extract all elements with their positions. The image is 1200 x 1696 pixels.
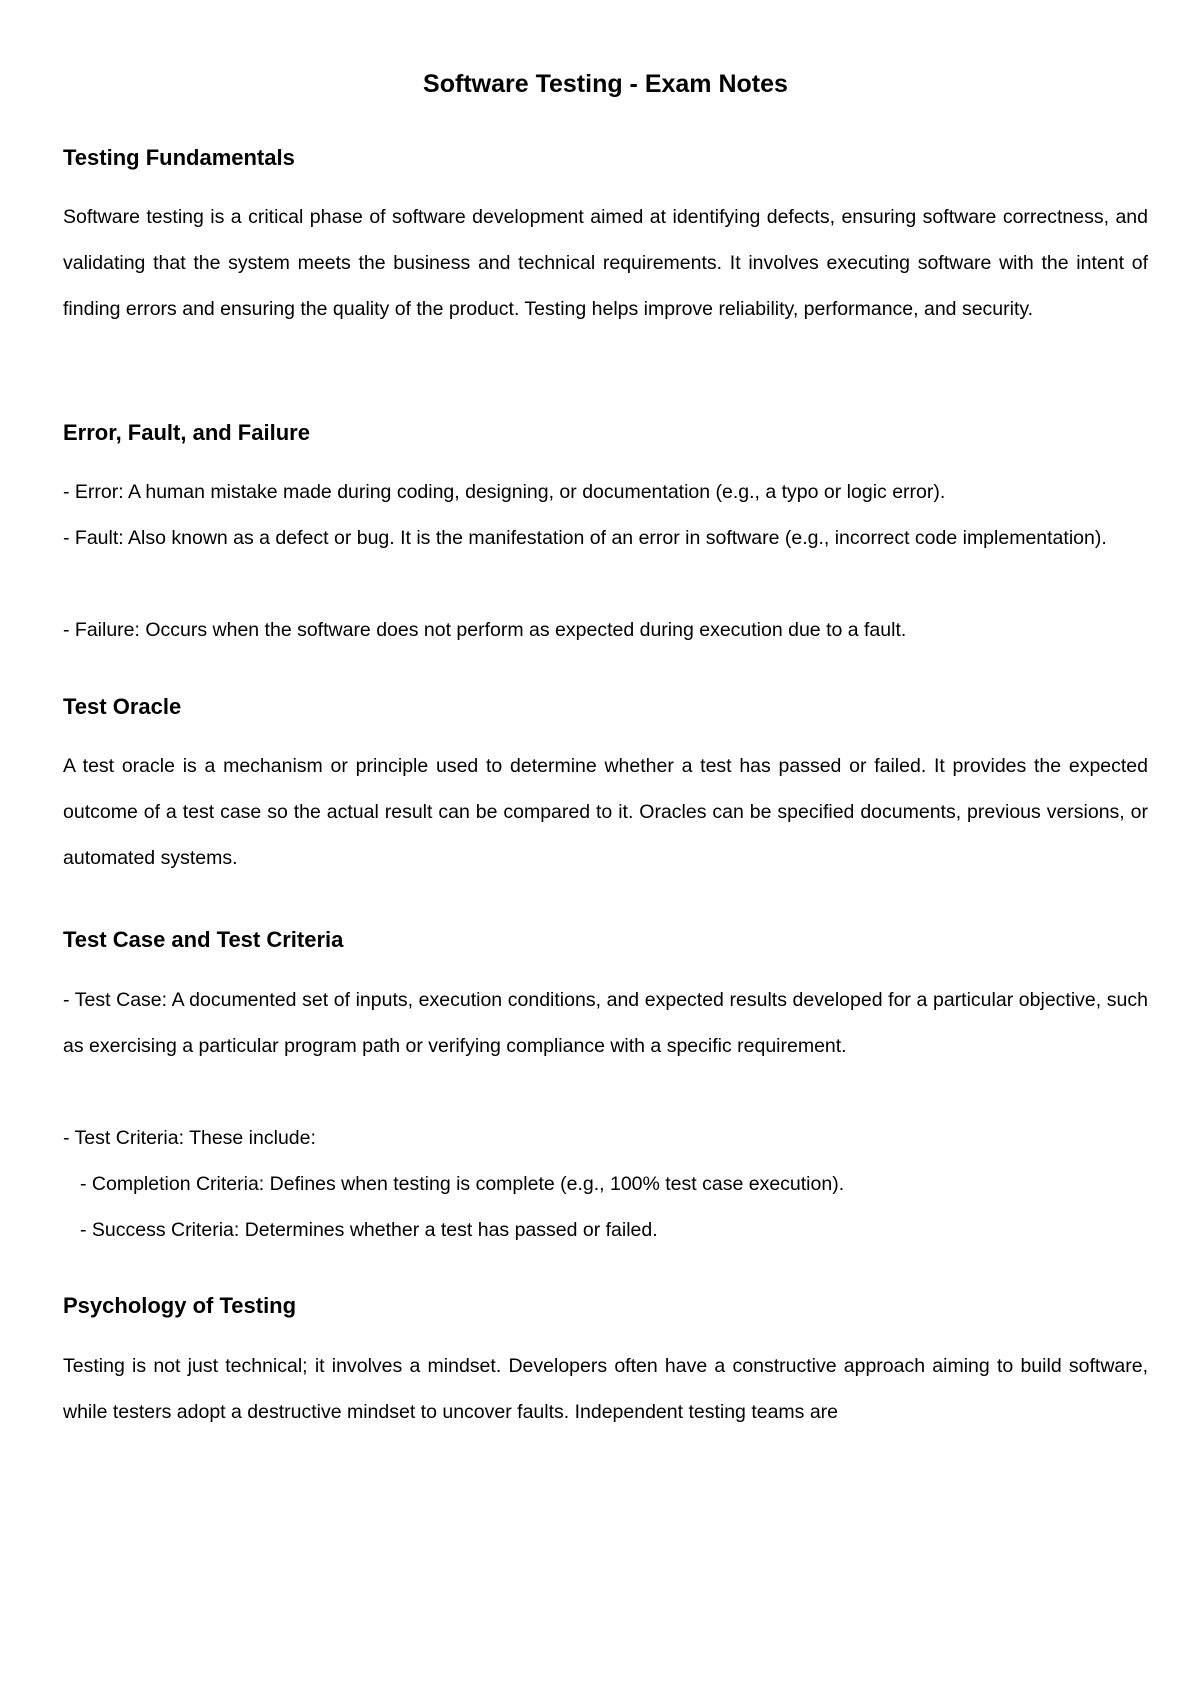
- paragraph-testing-fundamentals: Software testing is a critical phase of software development aimed at identifying defects, ensuring software correctness, and validating that the system meets the business and technical requirements. It involves executing software with the intent of finding errors and ensuring the quality of the product. Testing helps improve reliability, performance, and security.: [63, 206, 1148, 320]
- heading-psychology-of-testing: Psychology of Testing: [63, 1293, 297, 1318]
- heading-test-case-criteria: Test Case and Test Criteria: [63, 927, 344, 952]
- paragraph-test-oracle: A test oracle is a mechanism or principle used to determine whether a test has passed or failed. It provides the expected outcome of a test case so the actual result can be compared to it. Oracles can be specified documents, previous versions, or automated systems.: [63, 755, 1148, 869]
- list-item-fault: - Fault: Also known as a defect or bug. It is the manifestation of an error in software (e.g., incorrect code implementation).: [63, 527, 1107, 549]
- heading-error-fault-failure: Error, Fault, and Failure: [63, 420, 310, 445]
- heading-test-oracle: Test Oracle: [63, 694, 182, 719]
- list-item-test-criteria: - Test Criteria: These include:: [63, 1127, 316, 1149]
- document-title: Software Testing - Exam Notes: [423, 70, 788, 98]
- list-item-error: - Error: A human mistake made during coding, designing, or documentation (e.g., a typo or logic error).: [63, 481, 946, 503]
- paragraph-psychology-of-testing: Testing is not just technical; it involves a mindset. Developers often have a constructive approach aiming to build software, while testers adopt a destructive mindset to uncover faults. Independent testing teams are: [63, 1355, 1148, 1423]
- list-item-failure: - Failure: Occurs when the software does not perform as expected during execution due to a fault.: [63, 619, 907, 641]
- sub-item-completion-criteria: - Completion Criteria: Defines when testing is complete (e.g., 100% test case execution).: [80, 1173, 845, 1195]
- list-item-test-case: - Test Case: A documented set of inputs, execution conditions, and expected results developed for a particular objective, such as exercising a particular program path or verifying compliance with a specific requirement.: [63, 989, 1148, 1057]
- sub-item-success-criteria: - Success Criteria: Determines whether a test has passed or failed.: [80, 1219, 658, 1241]
- heading-testing-fundamentals: Testing Fundamentals: [63, 145, 295, 170]
